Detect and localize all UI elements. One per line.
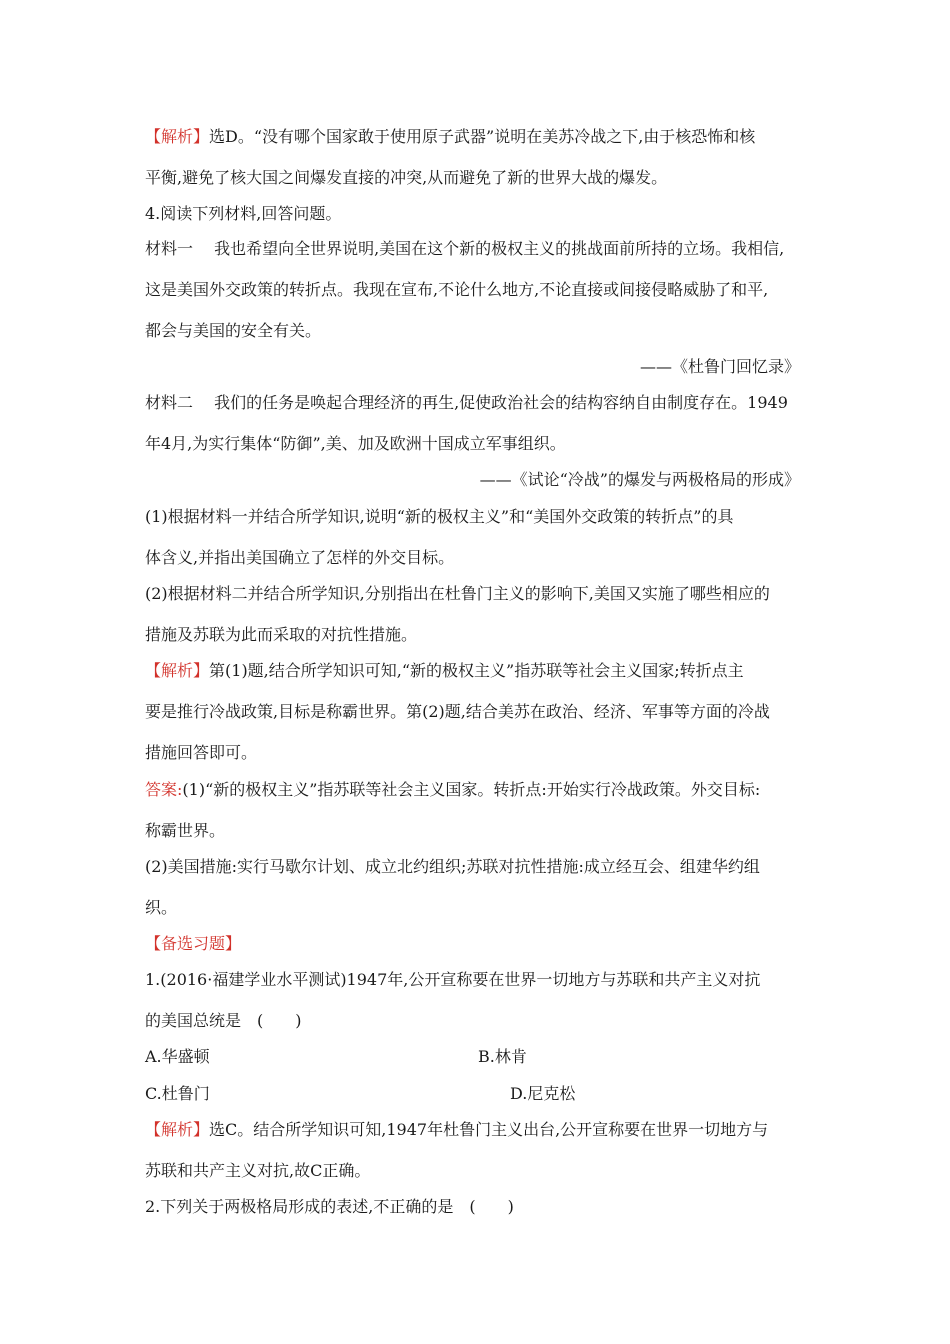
- answer-text: 织。: [145, 898, 178, 917]
- analysis-text: 选D。“没有哪个国家敢于使用原子武器”说明在美苏冷战之下,由于核恐怖和核: [209, 127, 756, 146]
- question-stem: 2.下列关于两极格局形成的表述,不正确的是 ( ): [145, 1197, 514, 1216]
- answer-paragraph: [145, 779, 760, 801]
- material-two-text: 材料二 我们的任务是唤起合理经济的再生,促使政治社会的结构容纳自由制度存在。1949: [145, 393, 788, 412]
- answer-text: (1)“新的极权主义”指苏联等社会主义国家。转折点:开始实行冷战政策。外交目标:: [182, 780, 761, 799]
- option-c: C.杜鲁门: [145, 1084, 210, 1103]
- sub-question-2: (2)根据材料二并结合所学知识,分别指出在杜鲁门主义的影响下,美国又实施了哪些相应的: [145, 584, 770, 603]
- analysis-tag: 【解析】: [145, 127, 210, 146]
- analysis-text: 第(1)题,结合所学知识可知,“新的极权主义”指苏联等社会主义国家;转折点主: [209, 661, 744, 680]
- material-one-text: 这是美国外交政策的转折点。我现在宣布,不论什么地方,不论直接或间接侵略威胁了和平,: [145, 280, 769, 299]
- answer-text: (2)美国措施:实行马歇尔计划、成立北约组织;苏联对抗性措施:成立经互会、组建华约组: [145, 857, 760, 876]
- section-heading: 【备选习题】: [145, 934, 242, 953]
- analysis-tag: 【解析】: [145, 661, 210, 680]
- question-stem: 4.阅读下列材料,回答问题。: [145, 204, 342, 223]
- analysis-paragraph: [145, 126, 755, 148]
- analysis-text: 选C。结合所学知识可知,1947年杜鲁门主义出台,公开宣称要在世界一切地方与: [209, 1120, 769, 1139]
- option-a: A.华盛顿: [145, 1047, 210, 1066]
- analysis-text: 苏联和共产主义对抗,故C正确。: [145, 1161, 371, 1180]
- material-one-text: 都会与美国的安全有关。: [145, 321, 322, 340]
- analysis-text: 要是推行冷战政策,目标是称霸世界。第(2)题,结合美苏在政治、经济、军事等方面的冷战: [145, 702, 770, 721]
- material-two-source: ——《试论“冷战”的爆发与两极格局的形成》: [479, 470, 800, 489]
- material-one-text: 材料一 我也希望向全世界说明,美国在这个新的极权主义的挑战面前所持的立场。我相信,: [145, 239, 785, 258]
- answer-tag: 答案:: [145, 780, 183, 799]
- sub-question-2: 措施及苏联为此而采取的对抗性措施。: [145, 625, 418, 644]
- sub-question-1: 体含义,并指出美国确立了怎样的外交目标。: [145, 548, 455, 567]
- option-d: D.尼克松: [510, 1084, 576, 1103]
- analysis-paragraph: [145, 1119, 768, 1141]
- answer-text: 称霸世界。: [145, 821, 226, 840]
- analysis-tag: 【解析】: [145, 1120, 210, 1139]
- analysis-paragraph: [145, 660, 744, 682]
- question-stem: 的美国总统是 ( ): [145, 1011, 302, 1030]
- material-two-text: 年4月,为实行集体“防御”,美、加及欧洲十国成立军事组织。: [145, 434, 566, 453]
- analysis-text: 平衡,避免了核大国之间爆发直接的冲突,从而避免了新的世界大战的爆发。: [145, 168, 668, 187]
- analysis-text: 措施回答即可。: [145, 743, 258, 762]
- sub-question-1: (1)根据材料一并结合所学知识,说明“新的极权主义”和“美国外交政策的转折点”的具: [145, 507, 734, 526]
- option-b: B.林肯: [478, 1047, 527, 1066]
- material-one-source: ——《杜鲁门回忆录》: [639, 357, 800, 376]
- question-stem: 1.(2016·福建学业水平测试)1947年,公开宣称要在世界一切地方与苏联和共产主义对抗: [145, 970, 761, 989]
